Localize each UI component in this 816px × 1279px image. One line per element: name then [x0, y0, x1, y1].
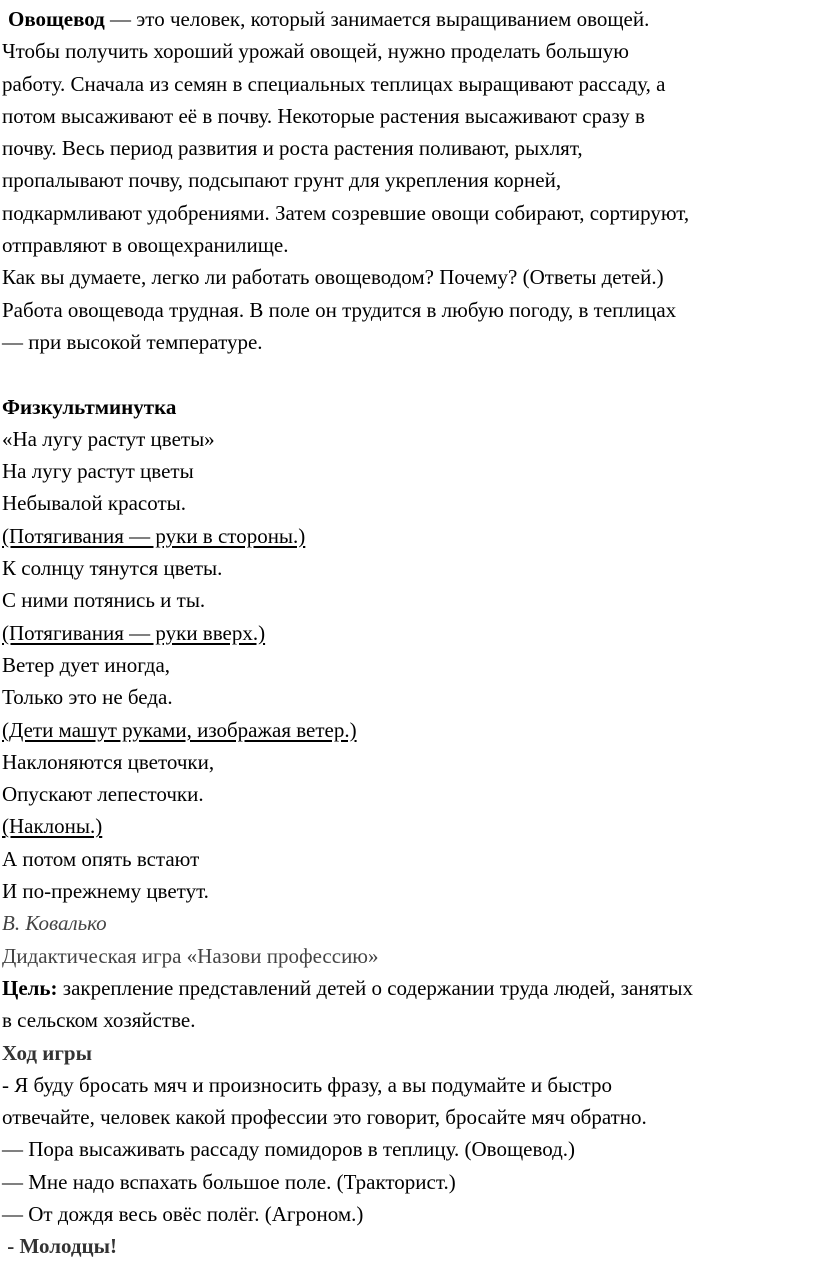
- intro-line: подкармливают удобрениями. Затем созревшие овощи собирают, сортируют,: [2, 200, 690, 225]
- intro-line: почву. Весь период развития и роста растения поливают, рыхлят,: [2, 136, 583, 161]
- intro-line: работу. Сначала из семян в специальных теплицах выращивают рассаду, а: [2, 71, 666, 96]
- poem-line: А потом опять встают: [2, 846, 200, 871]
- poem-line: Ветер дует иногда,: [2, 652, 171, 677]
- poem-lines: [2, 455, 812, 907]
- closing-praise: - Молодцы!: [2, 1234, 118, 1259]
- poem-action-line: (Дети машут руками, изображая ветер.): [2, 717, 357, 742]
- poem-line: На лугу растут цветы: [2, 459, 194, 484]
- goal-line-2: в сельском хозяйстве.: [2, 1008, 196, 1033]
- intro-line-1-rest: — это человек, который занимается выращиванием овощей.: [104, 7, 650, 31]
- poem-action-line: (Потягивания — руки вверх.): [2, 620, 266, 645]
- instruction-line: - Я буду бросать мяч и произносить фразу, а вы подумайте и быстро: [2, 1072, 612, 1097]
- phrase-line: — Пора высаживать рассаду помидоров в теплицу. (Овощевод.): [2, 1137, 576, 1162]
- game-title: Дидактическая игра «Назови профессию»: [2, 943, 379, 968]
- phrase-line: — От дождя весь овёс полёг. (Агроном.): [2, 1201, 364, 1226]
- poem-line: К солнцу тянутся цветы.: [2, 556, 223, 581]
- poem-line: Только это не беда.: [2, 685, 173, 710]
- poem-line: Небывалой красоты.: [2, 491, 186, 516]
- phrase-line: — Мне надо вспахать большое поле. (Тракторист.): [2, 1169, 456, 1194]
- poem-title: «На лугу растут цветы»: [2, 426, 215, 451]
- document-page: [2, 3, 812, 1263]
- intro-line: потом высаживают её в почву. Некоторые растения высаживают сразу в: [2, 103, 645, 128]
- physminute-heading: Физкультминутка: [2, 394, 177, 419]
- goal-label: Цель:: [2, 975, 58, 1000]
- answer-line: — при высокой температуре.: [2, 329, 263, 354]
- intro-line-1: [2, 3, 812, 35]
- poem-author: В. Ковалько: [2, 911, 107, 936]
- instruction-line: отвечайте, человек какой профессии это говорит, бросайте мяч обратно.: [2, 1105, 647, 1130]
- intro-line: отправляют в овощехранилище.: [2, 233, 289, 258]
- term-ovoshchevod: Овощевод: [8, 7, 105, 31]
- question-line: Как вы думаете, легко ли работать овощеводом? Почему? (Ответы детей.): [2, 265, 664, 290]
- poem-line: И по-прежнему цветут.: [2, 879, 209, 904]
- spacer: [2, 358, 812, 390]
- answer-line: Работа овощевода трудная. В поле он трудится в любую погоду, в теплицах: [2, 297, 677, 322]
- poem-action-line: (Наклоны.): [2, 814, 103, 839]
- procedure-heading: Ход игры: [2, 1040, 92, 1065]
- poem-line: Опускают лепесточки.: [2, 782, 204, 807]
- intro-line: пропалывают почву, подсыпают грунт для укрепления корней,: [2, 168, 562, 193]
- goal-line-1: [2, 972, 812, 1004]
- intro-line: Чтобы получить хороший урожай овощей, нужно проделать большую: [2, 39, 629, 64]
- poem-line: Наклоняются цветочки,: [2, 749, 215, 774]
- poem-line: С ними потянись и ты.: [2, 588, 206, 613]
- goal-text: закрепление представлений детей о содержании труда людей, занятых: [57, 975, 693, 1000]
- poem-action-line: (Потягивания — руки в стороны.): [2, 523, 306, 548]
